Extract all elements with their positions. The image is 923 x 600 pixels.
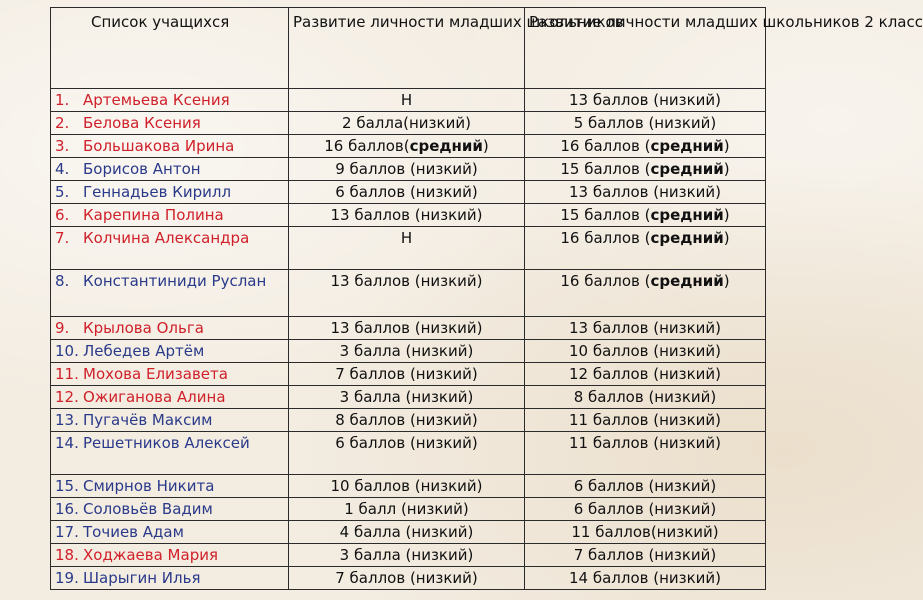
score-development bbox=[289, 317, 525, 340]
row-number: 3. bbox=[55, 137, 70, 155]
row-number: 13. bbox=[55, 411, 79, 429]
score-text: 2 балла(низкий) bbox=[342, 114, 471, 132]
row-number: 9. bbox=[55, 319, 70, 337]
score-text: 12 баллов (низкий) bbox=[568, 365, 722, 383]
row-number: 2. bbox=[55, 114, 70, 132]
table-row bbox=[51, 363, 766, 386]
score-text: 8 баллов (низкий) bbox=[573, 388, 717, 406]
score-text: 5 баллов (низкий) bbox=[573, 114, 717, 132]
score-text: 15 баллов ( bbox=[560, 160, 651, 178]
table-row bbox=[51, 112, 766, 135]
score-text: 16 баллов( bbox=[324, 137, 410, 155]
student-name: Решетников Алексей bbox=[83, 434, 250, 452]
student-cell bbox=[51, 135, 289, 158]
score-development-grade2 bbox=[525, 158, 766, 181]
row-number: 18. bbox=[55, 546, 79, 564]
score-development bbox=[289, 270, 525, 317]
student-cell bbox=[51, 432, 289, 475]
table-row bbox=[51, 317, 766, 340]
student-cell bbox=[51, 270, 289, 317]
score-text: 14 баллов (низкий) bbox=[568, 569, 722, 587]
score-suffix: ) bbox=[723, 229, 730, 247]
header-development: Развитие личности младших школьников bbox=[289, 8, 525, 89]
table-row bbox=[51, 567, 766, 590]
score-text: 3 балла (низкий) bbox=[339, 388, 474, 406]
table-row bbox=[51, 181, 766, 204]
score-text: 3 балла (низкий) bbox=[339, 546, 474, 564]
score-development-grade2 bbox=[525, 521, 766, 544]
score-development-grade2 bbox=[525, 432, 766, 475]
score-text: 11 баллов (низкий) bbox=[568, 434, 722, 452]
table-row bbox=[51, 521, 766, 544]
score-development-grade2 bbox=[525, 317, 766, 340]
score-development bbox=[289, 475, 525, 498]
score-text: 13 баллов (низкий) bbox=[330, 319, 483, 337]
score-suffix: ) bbox=[723, 206, 730, 224]
score-text: 16 баллов ( bbox=[560, 229, 651, 247]
score-text: 8 баллов (низкий) bbox=[335, 411, 478, 429]
student-name: Пугачёв Максим bbox=[83, 411, 213, 429]
table-row bbox=[51, 89, 766, 112]
table-row bbox=[51, 227, 766, 270]
score-text: 15 баллов ( bbox=[560, 206, 651, 224]
student-name: Мохова Елизавета bbox=[83, 365, 228, 383]
table-row bbox=[51, 409, 766, 432]
score-development-grade2 bbox=[525, 340, 766, 363]
score-development-grade2 bbox=[525, 363, 766, 386]
score-development-grade2 bbox=[525, 270, 766, 317]
header-students: Список учащихся bbox=[51, 8, 289, 89]
score-development-grade2 bbox=[525, 386, 766, 409]
student-cell bbox=[51, 567, 289, 590]
table-row bbox=[51, 158, 766, 181]
row-number: 4. bbox=[55, 160, 70, 178]
score-text: 1 балл (низкий) bbox=[344, 500, 469, 518]
score-development-grade2 bbox=[525, 567, 766, 590]
student-cell bbox=[51, 204, 289, 227]
score-development bbox=[289, 181, 525, 204]
student-cell bbox=[51, 544, 289, 567]
row-number: 14. bbox=[55, 434, 79, 452]
student-cell bbox=[51, 498, 289, 521]
score-text: 13 баллов (низкий) bbox=[568, 183, 722, 201]
score-text: 11 баллов(низкий) bbox=[571, 523, 719, 541]
score-development bbox=[289, 432, 525, 475]
row-number: 12. bbox=[55, 388, 79, 406]
row-number: 19. bbox=[55, 569, 79, 587]
score-development-grade2 bbox=[525, 475, 766, 498]
score-text: 13 баллов (низкий) bbox=[330, 206, 483, 224]
score-development bbox=[289, 112, 525, 135]
student-name: Лебедев Артём bbox=[83, 342, 205, 360]
score-text: 11 баллов (низкий) bbox=[568, 411, 722, 429]
student-name: Константиниди Руслан bbox=[83, 272, 267, 290]
score-development-grade2 bbox=[525, 204, 766, 227]
score-text: 7 баллов (низкий) bbox=[573, 546, 717, 564]
level-bold: средний bbox=[650, 137, 724, 155]
student-cell bbox=[51, 227, 289, 270]
score-development bbox=[289, 204, 525, 227]
score-suffix: ) bbox=[723, 160, 730, 178]
row-number: 16. bbox=[55, 500, 79, 518]
score-development-grade2 bbox=[525, 89, 766, 112]
table-row bbox=[51, 135, 766, 158]
score-text: Н bbox=[400, 229, 413, 247]
score-development-grade2 bbox=[525, 112, 766, 135]
student-name: Белова Ксения bbox=[83, 114, 201, 132]
score-development bbox=[289, 89, 525, 112]
score-development-grade2 bbox=[525, 227, 766, 270]
table-row bbox=[51, 475, 766, 498]
score-text: 10 баллов (низкий) bbox=[568, 342, 722, 360]
score-development bbox=[289, 498, 525, 521]
table-row bbox=[51, 432, 766, 475]
table-body bbox=[51, 89, 766, 590]
student-cell bbox=[51, 521, 289, 544]
student-name: Колчина Александра bbox=[83, 229, 250, 247]
student-name: Борисов Антон bbox=[83, 160, 201, 178]
header-development-grade2: Развитие личности младших школьников 2 класс bbox=[525, 8, 766, 89]
student-name: Смирнов Никита bbox=[83, 477, 215, 495]
table-row bbox=[51, 340, 766, 363]
score-development bbox=[289, 363, 525, 386]
student-name: Ходжаева Мария bbox=[83, 546, 218, 564]
row-number: 10. bbox=[55, 342, 79, 360]
score-text: Н bbox=[400, 91, 413, 109]
student-cell bbox=[51, 112, 289, 135]
student-name: Карепина Полина bbox=[83, 206, 224, 224]
score-text: 9 баллов (низкий) bbox=[335, 160, 478, 178]
student-cell bbox=[51, 181, 289, 204]
score-suffix: ) bbox=[723, 137, 730, 155]
row-number: 8. bbox=[55, 272, 70, 290]
score-text: 4 балла (низкий) bbox=[339, 523, 474, 541]
score-text: 3 балла (низкий) bbox=[339, 342, 474, 360]
score-development bbox=[289, 521, 525, 544]
student-name: Артемьева Ксения bbox=[83, 91, 230, 109]
score-development bbox=[289, 567, 525, 590]
level-bold: средний bbox=[650, 160, 724, 178]
row-number: 15. bbox=[55, 477, 79, 495]
student-name: Соловьёв Вадим bbox=[83, 500, 213, 518]
student-cell bbox=[51, 475, 289, 498]
score-development bbox=[289, 227, 525, 270]
level-bold: средний bbox=[650, 206, 724, 224]
student-cell bbox=[51, 363, 289, 386]
score-text: 6 баллов (низкий) bbox=[335, 183, 478, 201]
score-text: 7 баллов (низкий) bbox=[335, 569, 478, 587]
students-table bbox=[50, 7, 923, 590]
level-bold: средний bbox=[409, 137, 483, 155]
student-name: Ожиганова Алина bbox=[83, 388, 226, 406]
student-cell bbox=[51, 409, 289, 432]
student-name: Крылова Ольга bbox=[83, 319, 204, 337]
row-number: 11. bbox=[55, 365, 79, 383]
table-row bbox=[51, 270, 766, 317]
score-text: 6 баллов (низкий) bbox=[573, 477, 717, 495]
score-development bbox=[289, 135, 525, 158]
student-cell bbox=[51, 158, 289, 181]
student-cell bbox=[51, 317, 289, 340]
row-number: 5. bbox=[55, 183, 70, 201]
score-text: 13 баллов (низкий) bbox=[568, 91, 722, 109]
score-development bbox=[289, 386, 525, 409]
row-number: 17. bbox=[55, 523, 79, 541]
student-name: Точиев Адам bbox=[83, 523, 184, 541]
header-row bbox=[51, 8, 766, 89]
score-text: 13 баллов (низкий) bbox=[568, 319, 722, 337]
score-development bbox=[289, 544, 525, 567]
score-text: 16 баллов ( bbox=[560, 272, 651, 290]
row-number: 1. bbox=[55, 91, 70, 109]
score-development-grade2 bbox=[525, 135, 766, 158]
score-development-grade2 bbox=[525, 181, 766, 204]
score-development bbox=[289, 409, 525, 432]
level-bold: средний bbox=[650, 272, 724, 290]
score-development bbox=[289, 340, 525, 363]
table-row bbox=[51, 544, 766, 567]
row-number: 7. bbox=[55, 229, 70, 247]
score-development-grade2 bbox=[525, 544, 766, 567]
score-text: 16 баллов ( bbox=[560, 137, 651, 155]
level-bold: средний bbox=[650, 229, 724, 247]
student-name: Большакова Ирина bbox=[83, 137, 235, 155]
score-text: 10 баллов (низкий) bbox=[330, 477, 483, 495]
student-cell bbox=[51, 340, 289, 363]
student-cell bbox=[51, 386, 289, 409]
score-development bbox=[289, 158, 525, 181]
score-suffix: ) bbox=[723, 272, 730, 290]
student-name: Шарыгин Илья bbox=[83, 569, 201, 587]
score-development-grade2 bbox=[525, 409, 766, 432]
row-number: 6. bbox=[55, 206, 70, 224]
table-row bbox=[51, 498, 766, 521]
student-name: Геннадьев Кирилл bbox=[83, 183, 232, 201]
score-development-grade2 bbox=[525, 498, 766, 521]
score-suffix: ) bbox=[482, 137, 489, 155]
table-row bbox=[51, 204, 766, 227]
score-text: 7 баллов (низкий) bbox=[335, 365, 478, 383]
table-row bbox=[51, 386, 766, 409]
score-text: 6 баллов (низкий) bbox=[573, 500, 717, 518]
score-text: 13 баллов (низкий) bbox=[330, 272, 483, 290]
student-cell bbox=[51, 89, 289, 112]
score-text: 6 баллов (низкий) bbox=[335, 434, 478, 452]
